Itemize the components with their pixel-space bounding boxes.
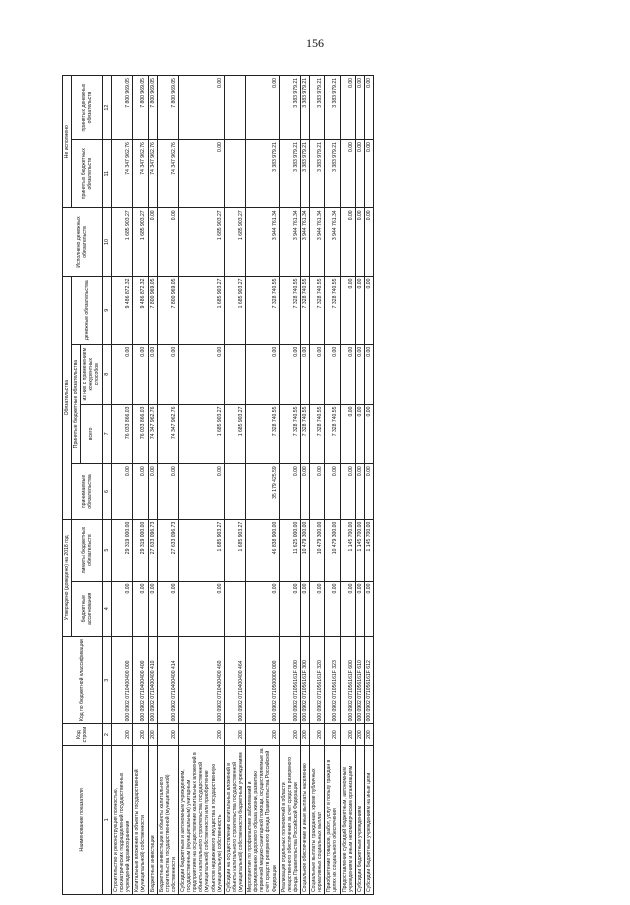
row-name: Социальные выплаты гражданам, кроме публичных нормативных социальных выплат	[310, 745, 325, 894]
cell-accepted-total: 76 033 866.03	[133, 404, 148, 464]
cell-executed-monetary: 3 944 761.34	[300, 208, 309, 276]
cell-monetary: 1 685 903.27	[224, 276, 245, 344]
cell-executed-monetary: 3 944 761.34	[325, 208, 340, 276]
cell-deferred: 35 179 425.59	[246, 464, 280, 519]
cell-not-executed-budget	[224, 140, 245, 208]
cell-accepted-total: 74 347 962.76	[148, 404, 157, 464]
row-budget-code: 000 0902 071056161F 000	[279, 636, 300, 723]
cell-monetary: 7 328 740.55	[279, 276, 300, 344]
cell-not-executed-monetary: 3 383 979.21	[300, 76, 309, 140]
header-limits: лимиты бюджетных обязательств	[72, 519, 102, 581]
cell-limits: 10 479 300.00	[300, 519, 309, 581]
row-budget-code: 000 0902 071056161F 320	[310, 636, 325, 723]
cell-monetary: 7 328 740.55	[246, 276, 280, 344]
header-deferred: принимаемые обязательства	[72, 464, 102, 519]
cell-monetary: 0.00	[364, 276, 373, 344]
cell-limits: 29 319 000.00	[133, 519, 148, 581]
header-name: Наименование показателя	[63, 745, 103, 894]
cell-not-executed-budget: 74 347 962.76	[133, 140, 148, 208]
row-name: Субсидии бюджетным и автономным учреждениям, государственным (муниципальным) унитарным предприятиям на осуществление капитальных вложений в объекты капитального строительства государственной (муниципальной) собственности или приобретение объектов недвижимого имущества в государственную (муниципальную) собственность	[179, 745, 225, 894]
column-number: 11	[102, 140, 111, 208]
cell-limits: 1 685 903.27	[179, 519, 225, 581]
cell-limits: 46 838 900.00	[246, 519, 280, 581]
row-line-code: 200	[325, 724, 340, 745]
table-row	[224, 76, 245, 895]
cell-deferred	[224, 464, 245, 519]
row-budget-code: 000 0902 0710400400 460	[179, 636, 225, 723]
column-number: 10	[102, 208, 111, 276]
row-line-code: 200	[340, 724, 355, 745]
header-budget-code: Код по бюджетной классификации	[63, 636, 103, 723]
cell-deferred: 0.00	[325, 464, 340, 519]
cell-deferred: 0.00	[112, 464, 133, 519]
cell-not-executed-monetary: 3 383 979.21	[325, 76, 340, 140]
cell-accepted-competitive: 0.00	[246, 344, 280, 404]
cell-not-executed-budget: 3 383 979.21	[246, 140, 280, 208]
cell-not-executed-budget: 0.00	[355, 140, 364, 208]
cell-deferred: 0.00	[279, 464, 300, 519]
cell-not-executed-monetary: 0.00	[355, 76, 364, 140]
row-budget-code: 000 0902 0710400400 414	[157, 636, 178, 723]
row-budget-code: 000 0902 071056161F 610	[355, 636, 364, 723]
cell-limits: 1 145 700.00	[340, 519, 355, 581]
cell-accepted-competitive: 0.00	[364, 344, 373, 404]
cell-executed-monetary: 1 685 903.27	[179, 208, 225, 276]
row-budget-code: 000 0902 0710400400 464	[224, 636, 245, 723]
row-name: Приобретение товаров, работ, услуг в пользу граждан в целях их социального обеспечения	[325, 745, 340, 894]
cell-accepted-total: 0.00	[355, 404, 364, 464]
column-number-row	[102, 76, 111, 895]
table-row	[355, 76, 364, 895]
cell-limits: 1 685 903.27	[224, 519, 245, 581]
cell-not-executed-monetary: 7 800 969.05	[112, 76, 133, 140]
column-number: 3	[102, 636, 111, 723]
cell-deferred: 0.00	[355, 464, 364, 519]
row-line-code: 200	[246, 724, 280, 745]
table-row	[246, 76, 280, 895]
row-name: Субсидии бюджетным учреждениям на иные цели	[364, 745, 373, 894]
cell-monetary: 9 486 872.32	[133, 276, 148, 344]
cell-not-executed-monetary: 0.00	[179, 76, 225, 140]
cell-monetary: 7 328 740.55	[310, 276, 325, 344]
cell-not-executed-monetary: 7 800 969.05	[157, 76, 178, 140]
row-name: Мероприятия по профилактике заболеваний и формированию здорового образа жизни, развитию первичной медико-санитарной помощи, осуществляемые за счёт средств резервного фонда Правительства Российской Федерации	[246, 745, 280, 894]
cell-budget-allocations: 0.00	[133, 581, 148, 636]
cell-accepted-competitive: 0.00	[340, 344, 355, 404]
cell-executed-monetary: 3 944 761.34	[279, 208, 300, 276]
row-line-code: 200	[364, 724, 373, 745]
column-number: 1	[102, 745, 111, 894]
cell-deferred: 0.00	[364, 464, 373, 519]
cell-not-executed-budget: 3 383 979.21	[310, 140, 325, 208]
header-accepted-budget-obl: принятых бюджетных обязательств	[72, 140, 102, 208]
cell-not-executed-monetary: 0.00	[340, 76, 355, 140]
header-executed-monetary: Исполнено денежных обязательств	[63, 208, 103, 276]
cell-executed-monetary: 1 685 903.27	[112, 208, 133, 276]
cell-accepted-total: 1 685 903.27	[179, 404, 225, 464]
cell-executed-monetary: 0.00	[364, 208, 373, 276]
column-number: 5	[102, 519, 111, 581]
cell-not-executed-budget: 0.00	[340, 140, 355, 208]
cell-executed-monetary: 3 944 761.34	[246, 208, 280, 276]
cell-deferred: 0.00	[157, 464, 178, 519]
cell-accepted-total: 76 033 866.03	[112, 404, 133, 464]
cell-budget-allocations: 0.00	[325, 581, 340, 636]
table-row	[279, 76, 300, 895]
row-name: Субсидии бюджетным учреждениям	[355, 745, 364, 894]
row-name: Реализация отдельных полномочий в области лекарственного обеспечения за счет средств резервного фонда Правительства Российской Федерации	[279, 745, 300, 894]
cell-accepted-total: 7 328 740.55	[279, 404, 300, 464]
row-name: Предоставление субсидий бюджетным, автономным учреждениям и иным некоммерческим организациям	[340, 745, 355, 894]
row-budget-code: 000 0902 0710500000 000	[246, 636, 280, 723]
cell-not-executed-budget: 74 347 962.76	[112, 140, 133, 208]
cell-budget-allocations: 0.00	[310, 581, 325, 636]
row-line-code: 200	[300, 724, 309, 745]
header-approved: Утверждено (доведено) на 2018 год	[63, 519, 72, 636]
column-number: 2	[102, 724, 111, 745]
row-budget-code: 000 0902 071056161F 323	[325, 636, 340, 723]
row-budget-code: 000 0902 071056161F 300	[300, 636, 309, 723]
cell-accepted-total: 7 328 740.55	[300, 404, 309, 464]
row-budget-code: 000 0902 071056161F 612	[364, 636, 373, 723]
table-row	[157, 76, 178, 895]
cell-budget-allocations: 0.00	[179, 581, 225, 636]
cell-accepted-competitive: 0.00	[148, 344, 157, 404]
column-number: 7	[102, 404, 111, 464]
cell-budget-allocations: 0.00	[246, 581, 280, 636]
cell-accepted-total: 7 328 740.55	[246, 404, 280, 464]
rotated-table-container	[62, 75, 582, 895]
cell-not-executed-budget: 3 383 979.21	[325, 140, 340, 208]
row-budget-code: 000 0902 0710400400 410	[148, 636, 157, 723]
header-total: всего	[81, 404, 102, 464]
row-line-code: 200	[224, 724, 245, 745]
header-competitive: из них с применением конкурентных способов	[81, 344, 102, 404]
table-row	[112, 76, 133, 895]
cell-not-executed-monetary: 7 800 969.05	[148, 76, 157, 140]
cell-accepted-competitive: 0.00	[179, 344, 225, 404]
cell-deferred: 0.00	[133, 464, 148, 519]
header-accepted-budget: Принятые бюджетные обязательства	[72, 344, 81, 463]
cell-monetary: 1 685 903.27	[179, 276, 225, 344]
cell-not-executed-budget: 3 383 979.21	[279, 140, 300, 208]
row-line-code: 200	[148, 724, 157, 745]
table-row	[310, 76, 325, 895]
row-budget-code: 000 0902 071056161F 600	[340, 636, 355, 723]
row-name: Бюджетные инвестиции в объекты капитального строительства государственной (муниципальной) собственности	[157, 745, 178, 894]
row-name: Субсидии на осуществление капитальных вложений в объекты капитального строительства государственной (муниципальной) собственности бюджетным учреждениям	[224, 745, 245, 894]
row-line-code: 200	[355, 724, 364, 745]
table-row	[300, 76, 309, 895]
table-row	[325, 76, 340, 895]
cell-not-executed-monetary: 7 800 969.05	[133, 76, 148, 140]
cell-accepted-total: 7 328 740.55	[325, 404, 340, 464]
row-name: Капитальные вложения в объекты государственной (муниципальной) собственности	[133, 745, 148, 894]
cell-budget-allocations: 0.00	[112, 581, 133, 636]
cell-budget-allocations: 0.00	[364, 581, 373, 636]
cell-accepted-competitive: 0.00	[133, 344, 148, 404]
cell-executed-monetary: 0.00	[148, 208, 157, 276]
cell-limits: 1 145 700.00	[364, 519, 373, 581]
cell-budget-allocations: 0.00	[355, 581, 364, 636]
header-monetary: денежные обязательства	[72, 276, 102, 344]
cell-accepted-total: 0.00	[364, 404, 373, 464]
cell-monetary: 0.00	[355, 276, 364, 344]
row-line-code: 200	[157, 724, 178, 745]
header-line-code: Код строки	[63, 724, 103, 745]
cell-executed-monetary: 1 685 903.27	[133, 208, 148, 276]
cell-not-executed-budget: 74 347 962.76	[148, 140, 157, 208]
table-row	[133, 76, 148, 895]
cell-budget-allocations: 0.00	[148, 581, 157, 636]
row-name: Строительство и реконструкция полностью, психиатрических подразделений государственных учреждений здравоохранения	[112, 745, 133, 894]
cell-accepted-competitive: 0.00	[325, 344, 340, 404]
cell-limits: 11 625 000.00	[279, 519, 300, 581]
cell-not-executed-monetary: 3 383 979.21	[279, 76, 300, 140]
cell-limits: 1 145 700.00	[355, 519, 364, 581]
cell-not-executed-monetary: 0.00	[364, 76, 373, 140]
cell-deferred: 0.00	[179, 464, 225, 519]
cell-not-executed-budget: 3 383 979.21	[300, 140, 309, 208]
cell-not-executed-budget: 0.00	[364, 140, 373, 208]
cell-not-executed-budget: 74 347 962.76	[157, 140, 178, 208]
cell-budget-allocations	[224, 581, 245, 636]
cell-limits: 27 633 096.73	[157, 519, 178, 581]
cell-accepted-total: 0.00	[340, 404, 355, 464]
header-obligations: Обязательства	[63, 276, 72, 519]
cell-monetary: 7 800 969.05	[157, 276, 178, 344]
cell-deferred: 0.00	[310, 464, 325, 519]
cell-not-executed-monetary: 3 383 979.21	[310, 76, 325, 140]
budget-execution-table	[62, 75, 374, 895]
cell-deferred: 0.00	[340, 464, 355, 519]
column-number: 9	[102, 276, 111, 344]
cell-accepted-competitive: 0.00	[157, 344, 178, 404]
cell-executed-monetary: 0.00	[340, 208, 355, 276]
table-row	[148, 76, 157, 895]
row-name: Социальное обеспечение и иные выплаты населению	[300, 745, 309, 894]
cell-deferred: 0.00	[148, 464, 157, 519]
cell-monetary: 7 328 740.55	[300, 276, 309, 344]
cell-budget-allocations: 0.00	[279, 581, 300, 636]
row-budget-code: 000 0902 0710400400 400	[133, 636, 148, 723]
cell-accepted-competitive: 0.00	[310, 344, 325, 404]
page-number: 156	[306, 36, 324, 50]
header-budget-allocations: бюджетные ассигнования	[72, 581, 102, 636]
header-accepted-monetary-obl: принятых денежных обязательств	[72, 76, 102, 140]
cell-executed-monetary: 1 685 903.27	[224, 208, 245, 276]
cell-not-executed-monetary: 0.00	[246, 76, 280, 140]
row-budget-code: 000 0902 0710400400 000	[112, 636, 133, 723]
row-line-code: 200	[133, 724, 148, 745]
cell-budget-allocations: 0.00	[300, 581, 309, 636]
cell-not-executed-monetary	[224, 76, 245, 140]
cell-not-executed-budget: 0.00	[179, 140, 225, 208]
row-name: Бюджетные инвестиции	[148, 745, 157, 894]
column-number: 6	[102, 464, 111, 519]
cell-limits: 10 479 300.00	[325, 519, 340, 581]
cell-accepted-competitive: 0.00	[112, 344, 133, 404]
column-number: 4	[102, 581, 111, 636]
cell-executed-monetary: 3 944 761.34	[310, 208, 325, 276]
cell-limits: 10 479 300.00	[310, 519, 325, 581]
cell-budget-allocations: 0.00	[157, 581, 178, 636]
cell-accepted-competitive: 0.00	[355, 344, 364, 404]
column-number: 8	[102, 344, 111, 404]
table-row	[179, 76, 225, 895]
cell-accepted-competitive: 0.00	[300, 344, 309, 404]
cell-accepted-total: 74 347 962.76	[157, 404, 178, 464]
cell-limits: 29 319 000.00	[112, 519, 133, 581]
cell-executed-monetary: 0.00	[355, 208, 364, 276]
cell-monetary: 0.00	[340, 276, 355, 344]
cell-monetary: 7 328 740.55	[325, 276, 340, 344]
table-body	[112, 76, 374, 895]
cell-accepted-competitive	[224, 344, 245, 404]
row-line-code: 200	[179, 724, 225, 745]
column-number: 12	[102, 76, 111, 140]
cell-limits: 27 633 096.73	[148, 519, 157, 581]
row-line-code: 200	[310, 724, 325, 745]
cell-deferred: 0.00	[300, 464, 309, 519]
row-line-code: 200	[112, 724, 133, 745]
table-row	[340, 76, 355, 895]
table-row	[364, 76, 373, 895]
cell-monetary: 7 800 969.05	[148, 276, 157, 344]
header-not-executed: Не исполнено	[63, 76, 72, 208]
cell-budget-allocations: 0.00	[340, 581, 355, 636]
cell-executed-monetary: 0.00	[157, 208, 178, 276]
cell-accepted-competitive: 0.00	[279, 344, 300, 404]
row-line-code: 200	[279, 724, 300, 745]
cell-accepted-total: 7 328 740.55	[310, 404, 325, 464]
cell-accepted-total: 1 685 903.27	[224, 404, 245, 464]
cell-monetary: 9 486 872.32	[112, 276, 133, 344]
